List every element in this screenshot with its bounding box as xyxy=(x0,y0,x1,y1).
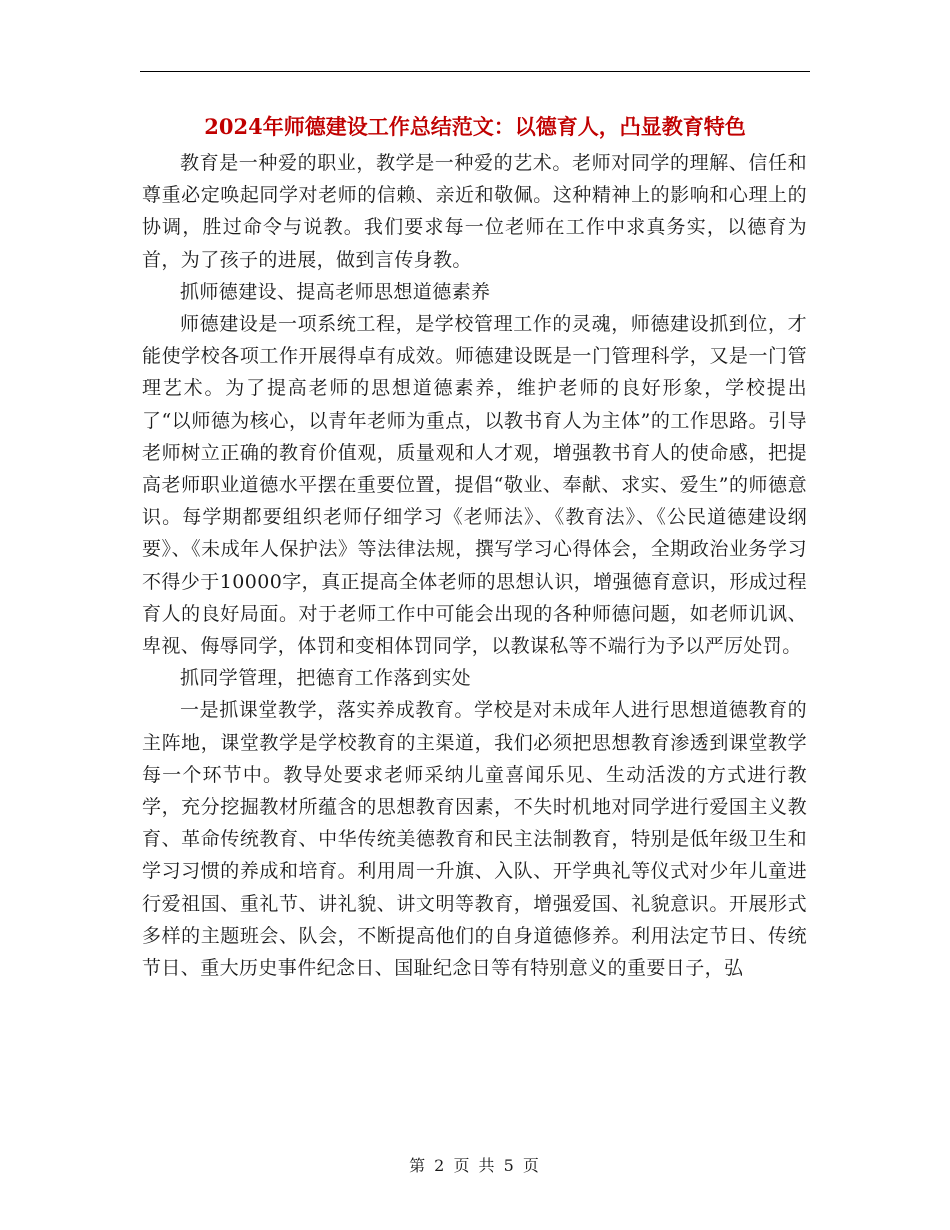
section-heading-student-management: 抓同学管理，把德育工作落到实处 xyxy=(180,667,472,690)
section-heading-teacher-ethics: 抓师德建设、提高老师思想道德素养 xyxy=(180,280,491,303)
paragraph-teacher-ethics: 师德建设是一项系统工程，是学校管理工作的灵魂，师德建设抓到位，才能使学校各项工作开展得卓有成效。师德建设既是一门管理科学，又是一门管理艺术。为了提高老师的思想道德素养，维护老师的良好形象，学校提出了“以师德为核心，以青年老师为重点，以教书育人为主体”的工作思路。引导老师树立正确的教育价值观，质量观和人才观，增强教书育人的使命感，把提高老师职业道德水平摆在重要位置，提倡“敬业、奉献、求实、爱生”的师德意识。每学期都要组织老师仔细学习《老师法》、《教育法》、《公民道德建设纲要》、《未成年人保护法》等法律法规，撰写学习心得体会，全期政治业务学习不得少于10000字，真正提高全体老师的思想认识，增强德育意识，形成过程育人的良好局面。对于老师工作中可能会出现的各种师德问题，如老师讥讽、卑视、侮辱同学，体罚和变相体罚同学，以教谋私等不端行为予以严厉处罚。 xyxy=(142,313,807,658)
page-number-footer: 第 2 页 共 5 页 xyxy=(409,1156,541,1175)
header-rule xyxy=(140,71,810,72)
document-title: 2024年师德建设工作总结范文：以德育人，凸显教育特色 xyxy=(204,114,746,139)
paragraph-intro: 教育是一种爱的职业，教学是一种爱的艺术。老师对同学的理解、信任和尊重必定唤起同学对老师的信赖、亲近和敬佩。这种精神上的影响和心理上的协调，胜过命令与说教。我们要求每一位老师在工作中求真务实，以德育为首，为了孩子的进展，做到言传身教。 xyxy=(142,152,807,271)
document-body xyxy=(142,147,807,984)
paragraph-classroom-teaching: 一是抓课堂教学，落实养成教育。学校是对未成年人进行思想道德教育的主阵地，课堂教学是学校教育的主渠道，我们必须把思想教育渗透到课堂教学每一个环节中。教导处要求老师采纳儿童喜闻乐见、生动活泼的方式进行教学，充分挖掘教材所蕴含的思想教育因素，不失时机地对同学进行爱国主义教育、革命传统教育、中华传统美德教育和民主法制教育，特别是低年级卫生和学习习惯的养成和培育。利用周一升旗、入队、开学典礼等仪式对少年儿童进行爱祖国、重礼节、讲礼貌、讲文明等教育，增强爱国、礼貌意识。开展形式多样的主题班会、队会，不断提高他们的自身道德修养。利用法定节日、传统节日、重大历史事件纪念日、国耻纪念日等有特别意义的重要日子，弘 xyxy=(142,699,807,980)
